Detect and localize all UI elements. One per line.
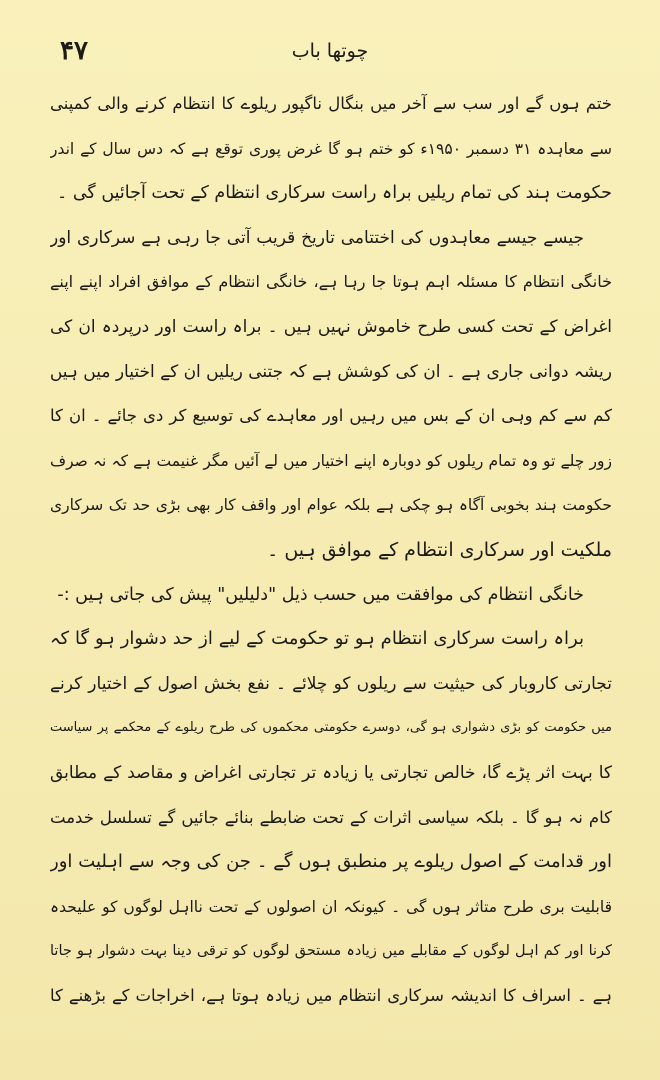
- text-line: ہے ۔ اسراف کا اندیشہ سرکاری انتظام میں زیادہ ہوتا ہے، اخراجات کے بڑھنے کا: [50, 985, 612, 1005]
- text-line: تجارتی کاروبار کی حیثیت سے ریلوں کو چلائے ۔ نفع بخش اصول کے اختیار کرنے: [50, 673, 612, 694]
- running-header: چوتھا باب: [291, 40, 369, 62]
- text-line: ختم ہوں گے اور سب سے آخر میں بنگال ناگپور ریلوے کا انتظام کرنے والی کمپنی: [50, 94, 612, 113]
- page-number: ۴۷: [60, 36, 88, 66]
- text-line: کام نہ ہو گا ۔ بلکہ سیاسی اثرات کے تحت ضابطے بنائے جائیں گے تسلسل خدمت: [50, 807, 612, 827]
- text-line: حکومت ہند بخوبی آگاہ ہو چکی ہے بلکہ عوام اور واقف کار بھی بڑی حد تک سرکاری: [50, 496, 612, 515]
- text-line: اغراض کے تحت کسی طرح خاموش نہیں ہیں ۔ براہ راست اور درپردہ ان کی: [50, 316, 612, 337]
- text-line: کا بہت اثر پڑے گا، خالص تجارتی یا زیادہ تر تجارتی اغراض و مقاصد کے مطابق: [50, 762, 612, 783]
- text-line: براہ راست سرکاری انتظام ہو تو حکومت کے لیے از حد دشوار ہو گا کہ: [50, 628, 584, 650]
- text-line: ریشہ دوانی جاری ہے ۔ ان کی کوشش ہے کہ جتنی ریلیں ان کے اختیار میں ہیں: [50, 361, 612, 382]
- text-line: خانگی انتظام کا مسئلہ اہم ہوتا جا رہا ہے، خانگی انتظام کے موافق افراد اپنے اپنے: [50, 272, 612, 292]
- text-line: کرنا اور کم اہل لوگوں کے مقابلے میں زیادہ مستحق لوگوں کو ترقی دینا بہت دشوار ہو جاتا: [50, 943, 612, 960]
- text-line: زور چلے تو وہ تمام ریلوں کو دوبارہ اپنے اختیار میں لے آئیں مگر غنیمت ہے کہ نہ صرف: [50, 451, 612, 470]
- text-line: اور قدامت کے اصول ریلوے پر منطبق ہوں گے ۔ جن کی وجہ سے اہلیت اور: [50, 851, 612, 873]
- text-line: سے معاہدہ ۳۱ دسمبر ۱۹۵۰ء کو ختم ہو گا غرض پوری توقع ہے کہ دس سال کے اندر: [50, 139, 612, 158]
- text-line: کم سے کم وہی ان کے بس میں رہیں اور معاہدے کی توسیع کر دی جائے ۔ ان کا: [50, 406, 612, 426]
- text-line: خانگی انتظام کی موافقت میں حسب ذیل "دلیلیں" پیش کی جاتی ہیں :-: [57, 584, 584, 605]
- text-line: جیسے جیسے معاہدوں کی اختتامی تاریخ قریب آتی جا رہی ہے سرکاری اور: [50, 227, 584, 248]
- text-line: قابلیت بری طرح متاثر ہوں گی ۔ کیونکہ ان اصولوں کے تحت نااہل لوگوں کو علیحدہ: [50, 897, 612, 916]
- text-line: حکومت ہند کی تمام ریلیں براہ راست سرکاری انتظام کے تحت آجائیں گی ۔: [57, 183, 612, 204]
- text-line: میں حکومت کو بڑی دشواری ہو گی، دوسرے حکومتی محکموں کی طرح ریلوے کے محکمے پر سیاست: [50, 720, 612, 736]
- text-line: ملکیت اور سرکاری انتظام کے موافق ہیں ۔: [267, 538, 612, 561]
- body-text: [50, 82, 612, 1018]
